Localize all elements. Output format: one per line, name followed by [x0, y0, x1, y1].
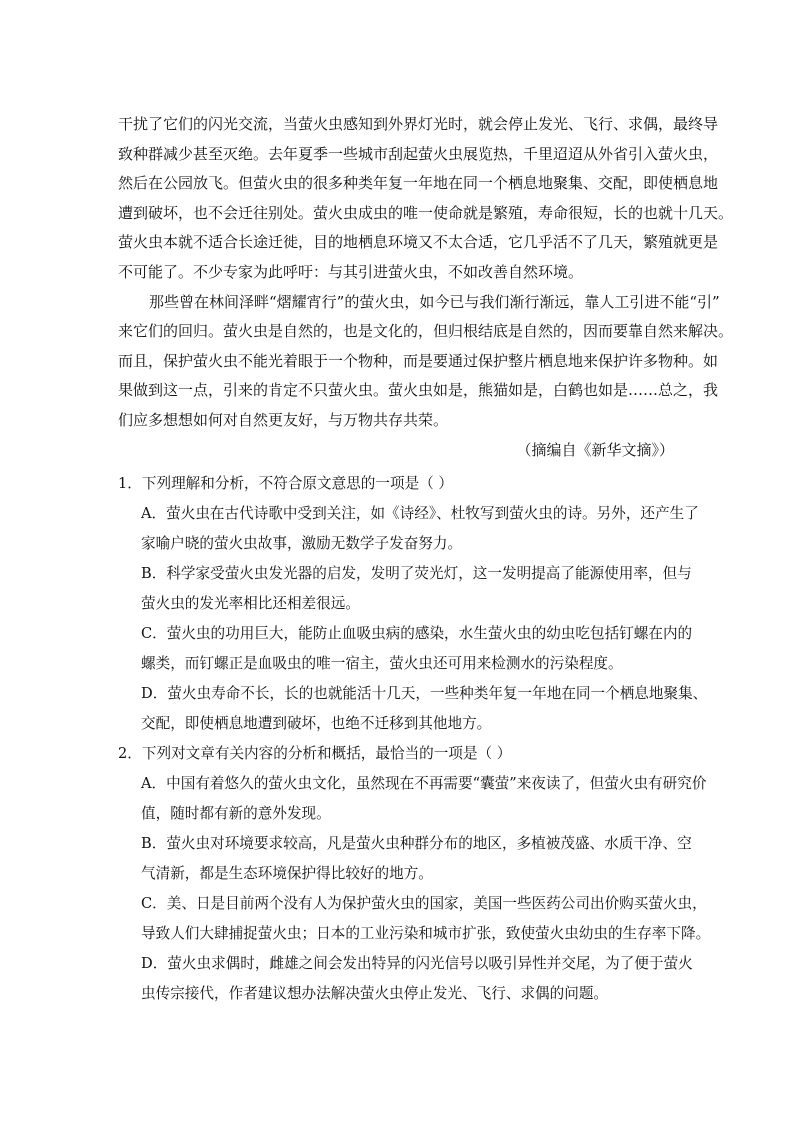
option-d [118, 949, 693, 1009]
text-line: 致种群减少甚至灭绝。去年夏季一些城市刮起萤火虫展览热，千里迢迢从外省引入萤火虫， [118, 144, 719, 163]
text-line: 那些曾在林间泽畔“熠耀宵行”的萤火虫，如今已与我们渐行渐远，靠人工引进不能“引” [149, 292, 720, 311]
text-line: 干扰了它们的闪光交流，当萤火虫感知到外界灯光时，就会停止发光、飞行、求偶，最终导 [118, 115, 719, 133]
option-line: C．美、日是目前两个没有人为保护萤火虫的国家，美国一些医药公司出价购买萤火虫， [141, 895, 707, 913]
text-line: 来它们的回归。萤火虫是自然的，也是文化的，但归根结底是自然的，因而要靠自然来解决。 [118, 322, 734, 341]
text-line: 们应多想想如何对自然更友好，与万物共存共荣。 [118, 410, 449, 429]
question-title: 2．下列对文章有关内容的分析和概括，最恰当的一项是（ ） [118, 745, 512, 763]
option-line: B．萤火虫对环境要求较高，凡是萤火虫种群分布的地区，多植被茂盛、水质干净、空 [141, 835, 692, 853]
article-paragraph-2 [118, 288, 734, 436]
option-line: B．科学家受萤火虫发光器的启发，发明了荧光灯，这一发明提高了能源使用率，但与 [141, 565, 692, 583]
article-paragraph-1 [118, 110, 734, 288]
text-line: 然后在公园放飞。但萤火虫的很多种类年复一年地在同一个栖息地聚集、交配，即使栖息地 [118, 174, 719, 193]
question-1 [118, 469, 708, 739]
option-line: 气清新，都是生态环境保护得比较好的地方。 [141, 865, 433, 883]
option-a [118, 499, 699, 559]
option-line: 萤火虫的发光率相比还相差很远。 [141, 595, 360, 613]
text-line: 不可能了。不少专家为此呼吁：与其引进萤火虫，不如改善自然环境。 [118, 262, 584, 281]
option-b [118, 829, 692, 889]
question-2 [118, 739, 711, 1009]
option-line: 螺类，而钉螺正是血吸虫的唯一宿主，萤火虫还可用来检测水的污染程度。 [141, 655, 623, 673]
option-b [118, 559, 692, 619]
text-line: 萤火虫本就不适合长途迁徙，目的地栖息环境又不太合适，它几乎活不了几天，繁殖就更是 [118, 233, 719, 252]
option-line: A．萤火虫在古代诗歌中受到关注，如《诗经》、杜牧写到萤火虫的诗。另外，还产生了 [141, 505, 699, 523]
option-c [118, 889, 711, 949]
option-line: A．中国有着悠久的萤火虫文化，虽然现在不再需要“囊萤”来夜读了，但萤火虫有研究价 [141, 775, 707, 793]
option-line: D．萤火虫求偶时，雌雄之间会发出特异的闪光信号以吸引异性并交尾，为了便于萤火 [141, 955, 693, 973]
option-a [118, 769, 707, 829]
article-source: （摘编自《新华文摘》） [516, 440, 674, 459]
option-line: 虫传宗接代，作者建议想办法解决萤火虫停止发光、飞行、求偶的问题。 [141, 985, 609, 1003]
option-line: C．萤火虫的功用巨大，能防止血吸虫病的感染，水生萤火虫的幼虫吃包括钉螺在内的 [141, 625, 693, 643]
option-d [118, 679, 708, 739]
option-line: 家喻户晓的萤火虫故事，激励无数学子发奋努力。 [141, 535, 463, 553]
option-line: 导致人们大肆捕捉萤火虫；日本的工业污染和城市扩张，致使萤火虫幼虫的生存率下降。 [141, 925, 711, 943]
text-line: 遭到破坏，也不会迁往别处。萤火虫成虫的唯一使命就是繁殖，寿命很短，长的也就十几天。 [118, 203, 734, 222]
option-c [118, 619, 693, 679]
option-line: D．萤火虫寿命不长，长的也就能活十几天，一些种类年复一年地在同一个栖息地聚集、 [141, 685, 708, 703]
text-line: 而且，保护萤火虫不能光着眼于一个物种，而是要通过保护整片栖息地来保护许多物种。如 [118, 351, 719, 370]
option-line: 值，随时都有新的意外发现。 [141, 805, 331, 823]
option-line: 交配，即使栖息地遭到破坏，也绝不迁移到其他地方。 [141, 715, 492, 733]
text-line: 果做到这一点，引来的肯定不只萤火虫。萤火虫如是，熊猫如是，白鹤也如是……总之，我 [118, 381, 719, 400]
question-title: 1．下列理解和分析，不符合原文意思的一项是（ ） [118, 475, 453, 493]
